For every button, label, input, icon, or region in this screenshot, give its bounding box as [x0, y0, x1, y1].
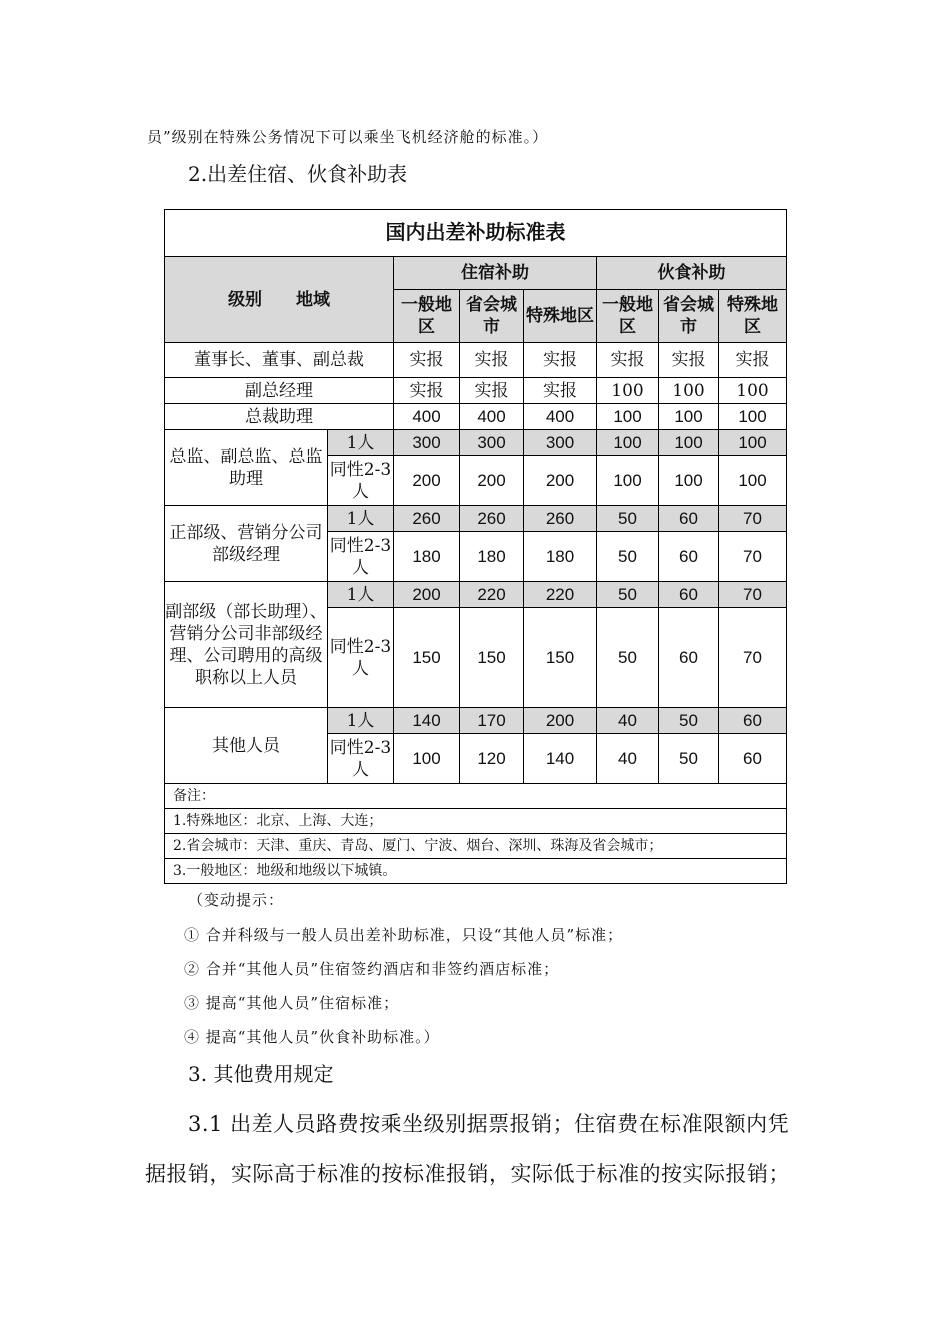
- paragraph-line: 据报销，实际高于标准的按标准报销，实际低于标准的按实际报销；: [145, 1162, 790, 1186]
- sub-label: 1人: [328, 708, 394, 734]
- change-tip: ④ 提高“其他人员”伙食补助标准。）: [184, 1028, 440, 1046]
- cell: 100: [659, 430, 719, 456]
- level-region-header: 级别 地域: [165, 257, 394, 343]
- sub-label: 1人: [328, 506, 394, 532]
- sub-label: 1人: [328, 582, 394, 608]
- sub-label: 同性2-3人: [328, 734, 394, 784]
- table-row: [165, 343, 787, 378]
- group-label: 总监、副总监、总监助理: [165, 430, 328, 506]
- meals-provincial-header: 省会城市: [659, 290, 719, 343]
- cell: 260: [460, 506, 524, 532]
- subsidy-table: [164, 209, 787, 884]
- change-tip: ③ 提高“其他人员”住宿标准；: [184, 994, 400, 1012]
- intro-note: 员”级别在特殊公务情况下可以乘坐飞机经济舱的标准。）: [147, 128, 549, 146]
- cell: 50: [597, 582, 659, 608]
- cell: 实报: [460, 343, 524, 378]
- change-tips-heading: （变动提示：: [188, 891, 285, 909]
- change-tip: ① 合并科级与一般人员出差补助标准，只设“其他人员”标准；: [184, 926, 624, 944]
- lodging-special-header: 特殊地区: [524, 290, 597, 343]
- cell: 120: [460, 734, 524, 784]
- cell: 100: [719, 378, 787, 404]
- cell: 400: [460, 404, 524, 430]
- remark-item: 3.一般地区：地级和地级以下城镇。: [165, 859, 787, 884]
- cell: 实报: [524, 343, 597, 378]
- cell: 100: [597, 456, 659, 506]
- cell: 100: [597, 404, 659, 430]
- cell: 100: [659, 456, 719, 506]
- cell: 100: [719, 430, 787, 456]
- cell: 200: [524, 456, 597, 506]
- cell: 100: [394, 734, 460, 784]
- cell: 100: [597, 430, 659, 456]
- cell: 300: [460, 430, 524, 456]
- group-label: 其他人员: [165, 708, 328, 784]
- cell: 50: [659, 708, 719, 734]
- cell: 200: [394, 456, 460, 506]
- lodging-provincial-header: 省会城市: [460, 290, 524, 343]
- cell: 50: [659, 734, 719, 784]
- cell: 200: [460, 456, 524, 506]
- row-label: 总裁助理: [165, 404, 394, 430]
- cell: 170: [460, 708, 524, 734]
- table-caption: 国内出差补助标准表: [165, 210, 787, 257]
- cell: 40: [597, 734, 659, 784]
- sub-label: 同性2-3人: [328, 608, 394, 708]
- group-label: 副部级（部长助理）、营销分公司非部级经理、公司聘用的高级职称以上人员: [165, 582, 328, 708]
- cell: 100: [719, 456, 787, 506]
- cell: 实报: [597, 343, 659, 378]
- cell: 60: [659, 532, 719, 582]
- cell: 60: [719, 734, 787, 784]
- cell: 实报: [394, 378, 460, 404]
- cell: 50: [597, 608, 659, 708]
- cell: 180: [460, 532, 524, 582]
- cell: 100: [597, 378, 659, 404]
- change-tip: ② 合并“其他人员”住宿签约酒店和非签约酒店标准；: [184, 960, 560, 978]
- cell: 400: [524, 404, 597, 430]
- cell: 140: [394, 708, 460, 734]
- cell: 200: [524, 708, 597, 734]
- table-row: [165, 582, 787, 608]
- cell: 70: [719, 532, 787, 582]
- cell: 180: [524, 532, 597, 582]
- lodging-header: 住宿补助: [394, 257, 597, 290]
- cell: 70: [719, 608, 787, 708]
- cell: 140: [524, 734, 597, 784]
- cell: 180: [394, 532, 460, 582]
- meals-special-header: 特殊地区: [719, 290, 787, 343]
- cell: 60: [659, 608, 719, 708]
- table-row: [165, 378, 787, 404]
- group-label: 正部级、营销分公司部级经理: [165, 506, 328, 582]
- cell: 60: [719, 708, 787, 734]
- meals-general-header: 一般地区: [597, 290, 659, 343]
- section-2-title: 2.出差住宿、伙食补助表: [188, 162, 408, 186]
- cell: 60: [659, 506, 719, 532]
- cell: 400: [394, 404, 460, 430]
- cell: 260: [394, 506, 460, 532]
- section-3-title: 3. 其他费用规定: [188, 1062, 334, 1086]
- sub-label: 1人: [328, 430, 394, 456]
- cell: 50: [597, 506, 659, 532]
- paragraph-line: 3.1 出差人员路费按乘坐级别据票报销；住宿费在标准限额内凭: [188, 1112, 790, 1136]
- cell: 150: [460, 608, 524, 708]
- cell: 100: [719, 404, 787, 430]
- remark-item: 1.特殊地区：北京、上海、大连；: [165, 809, 787, 834]
- sub-label: 同性2-3人: [328, 532, 394, 582]
- table-row: [165, 506, 787, 532]
- table-row: [165, 404, 787, 430]
- cell: 300: [394, 430, 460, 456]
- table-row: [165, 708, 787, 734]
- row-label: 董事长、董事、副总裁: [165, 343, 394, 378]
- cell: 60: [659, 582, 719, 608]
- cell: 150: [524, 608, 597, 708]
- cell: 70: [719, 582, 787, 608]
- cell: 实报: [460, 378, 524, 404]
- cell: 150: [394, 608, 460, 708]
- remark-item: 2.省会城市：天津、重庆、青岛、厦门、宁波、烟台、深圳、珠海及省会城市；: [165, 834, 787, 859]
- cell: 260: [524, 506, 597, 532]
- cell: 实报: [719, 343, 787, 378]
- meals-header: 伙食补助: [597, 257, 787, 290]
- cell: 200: [394, 582, 460, 608]
- cell: 300: [524, 430, 597, 456]
- table-row: [165, 430, 787, 456]
- remark-heading: 备注：: [165, 784, 787, 809]
- cell: 100: [659, 378, 719, 404]
- cell: 实报: [659, 343, 719, 378]
- cell: 实报: [524, 378, 597, 404]
- cell: 70: [719, 506, 787, 532]
- cell: 实报: [394, 343, 460, 378]
- sub-label: 同性2-3人: [328, 456, 394, 506]
- cell: 220: [524, 582, 597, 608]
- cell: 220: [460, 582, 524, 608]
- cell: 50: [597, 532, 659, 582]
- cell: 100: [659, 404, 719, 430]
- row-label: 副总经理: [165, 378, 394, 404]
- lodging-general-header: 一般地区: [394, 290, 460, 343]
- cell: 40: [597, 708, 659, 734]
